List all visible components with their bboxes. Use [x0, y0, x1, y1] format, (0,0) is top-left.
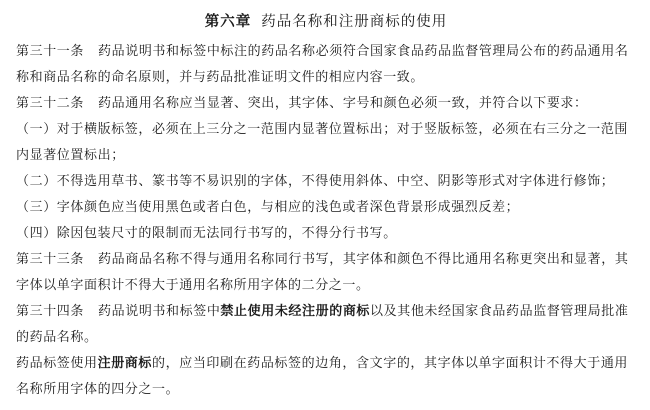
requirement-item-1	[16, 117, 636, 169]
item-text: （二）不得选用草书、篆书等不易识别的字体，不得使用斜体、中空、阴影等形式对字体进行修饰；	[16, 174, 615, 189]
requirement-item-2	[16, 169, 636, 195]
item-text: （一）对于横版标签，必须在上三分之一范围内显著位置标出；对于竖版标签，必须在右三分之一范围内显著位置标出；	[16, 122, 629, 163]
article-text: 药品说明书和标签中标注的药品名称必须符合国家食品药品监督管理局公布的药品通用名称和商品名称的命名原则，并与药品批准证明文件的相应内容一致。	[16, 44, 629, 85]
paragraph-text-pre: 药品标签使用	[16, 356, 98, 371]
article-number: 第三十四条	[16, 304, 85, 319]
article-number: 第三十三条	[16, 252, 85, 267]
article-text-emphasis: 禁止使用未经注册的商标	[220, 304, 371, 319]
item-text: （三）字体颜色应当使用黑色或者白色，与相应的浅色或者深色背景形成强烈反差；	[16, 200, 520, 215]
article-number: 第三十二条	[16, 96, 85, 111]
chapter-heading	[16, 13, 636, 31]
article-33	[16, 247, 636, 299]
paragraph-text-emphasis: 注册商标	[97, 356, 153, 371]
requirement-item-3	[16, 195, 636, 221]
article-text: 药品商品名称不得与通用名称同行书写，其字体和颜色不得比通用名称更突出和显著，其字体以单字面积计不得大于通用名称所用字体的二分之一。	[16, 252, 629, 293]
item-text: （四）除因包装尺寸的限制而无法同行书写的，不得分行书写。	[16, 226, 397, 241]
article-34	[16, 299, 636, 351]
requirement-item-4	[16, 221, 636, 247]
article-31	[16, 39, 636, 91]
trademark-paragraph	[16, 351, 636, 403]
article-32	[16, 91, 636, 117]
article-text-post: 以及其他未经国家食品药品监督管理局批准的药品名称。	[16, 304, 629, 345]
paragraph-text-post: 的，应当印刷在药品标签的边角，含文字的，其字体以单字面积计不得大于通用名称所用字体的四分之一。	[16, 356, 629, 397]
article-text: 药品通用名称应当显著、突出，其字体、字号和颜色必须一致，并符合以下要求：	[98, 96, 588, 111]
chapter-number: 第六章	[204, 13, 252, 30]
chapter-title: 药品名称和注册商标的使用	[261, 14, 448, 30]
article-number: 第三十一条	[16, 44, 85, 59]
article-text-pre: 药品说明书和标签中	[98, 304, 221, 319]
